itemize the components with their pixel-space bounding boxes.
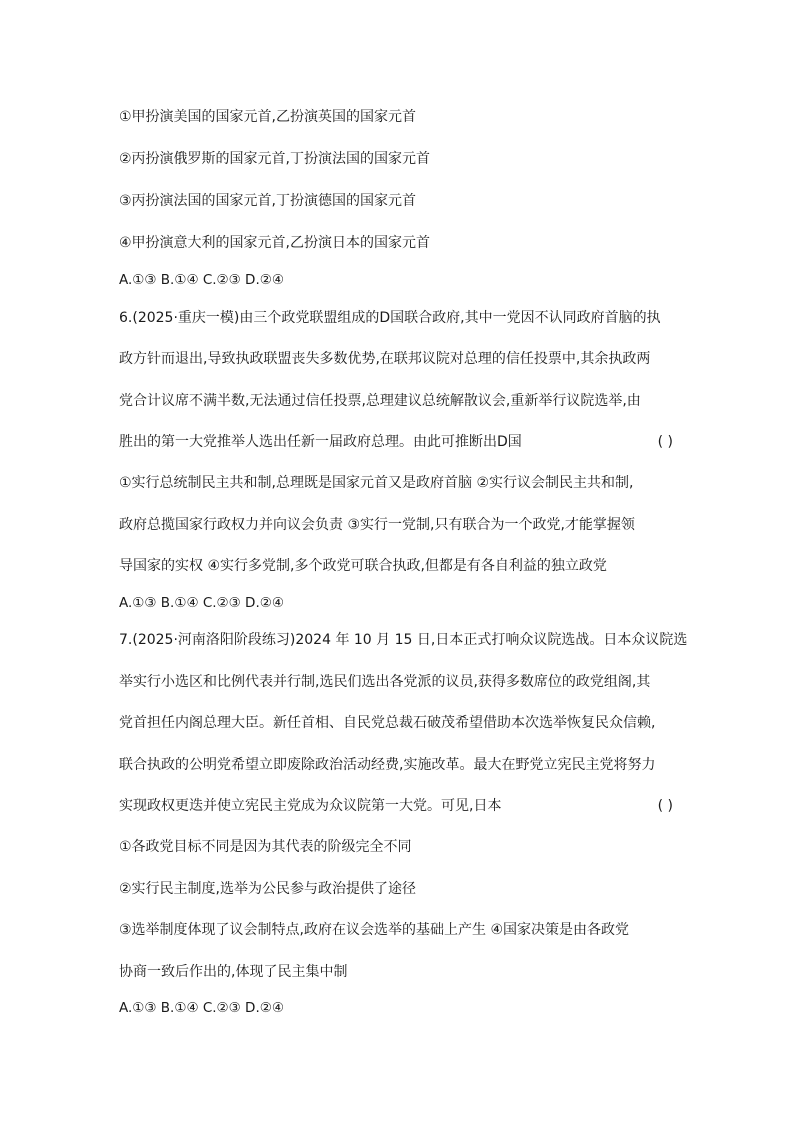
q7-options-line-4: 协商一致后作出的,体现了民主集中制	[119, 964, 348, 980]
q6-stem-line-1: 6.(2025·重庆一模)由三个政党联盟组成的D国联合政府,其中一党因不认同政府首脑的执	[119, 310, 661, 326]
q6-answer-blank: ( )	[657, 434, 673, 450]
q6-options-line-2: 政府总揽国家行政权力并向议会负责 ③实行一党制,只有联合为一个政党,才能掌握领	[119, 517, 635, 533]
q6-stem-text: 胜出的第一大党推举人选出任新一届政府总理。由此可推断出D国	[119, 434, 522, 450]
q6-answer-choices: A.①③ B.①④ C.②③ D.②④	[119, 595, 284, 611]
q6-stem-line-2: 政方针而退出,导致执政联盟丧失多数优势,在联邦议院对总理的信任投票中,其余执政两	[119, 351, 651, 367]
q7-answer-choices: A.①③ B.①④ C.②③ D.②④	[119, 1000, 284, 1016]
q7-option-2: ②实行民主制度,选举为公民参与政治提供了途径	[119, 881, 416, 897]
q7-options-line-3: ③选举制度体现了议会制特点,政府在议会选举的基础上产生 ④国家决策是由各政党	[119, 922, 629, 938]
q5-option-1: ①甲扮演美国的国家元首,乙扮演英国的国家元首	[119, 109, 416, 125]
q6-stem-line-4	[119, 433, 675, 451]
q5-option-4: ④甲扮演意大利的国家元首,乙扮演日本的国家元首	[119, 235, 430, 251]
q7-stem-line-5	[119, 797, 675, 815]
q7-answer-blank: ( )	[657, 798, 673, 814]
q5-option-3: ③丙扮演法国的国家元首,丁扮演德国的国家元首	[119, 193, 416, 209]
q7-option-1: ①各政党目标不同是因为其代表的阶级完全不同	[119, 839, 412, 855]
q6-options-line-3: 导国家的实权 ④实行多党制,多个政党可联合执政,但都是有各自利益的独立政党	[119, 558, 607, 574]
q6-stem-line-3: 党合计议席不满半数,无法通过信任投票,总理建议总统解散议会,重新举行议院选举,由	[119, 393, 641, 409]
q7-stem-line-3: 党首担任内阁总理大臣。新任首相、自民党总裁石破茂希望借助本次选举恢复民众信赖,	[119, 715, 656, 731]
q7-stem-text: 实现政权更迭并使立宪民主党成为众议院第一大党。可见,日本	[119, 798, 502, 814]
q7-stem-line-4: 联合执政的公明党希望立即废除政治活动经费,实施改革。最大在野党立宪民主党将努力	[119, 757, 656, 773]
q6-options-line-1: ①实行总统制民主共和制,总理既是国家元首又是政府首脑 ②实行议会制民主共和制,	[119, 475, 634, 491]
q7-stem-line-2: 举实行小选区和比例代表并行制,选民们选出各党派的议员,获得多数席位的政党组阁,其	[119, 674, 651, 690]
q7-stem-line-1: 7.(2025·河南洛阳阶段练习)2024 年 10 月 15 日,日本正式打响众议院选战。日本众议院选	[119, 632, 688, 648]
q5-answer-choices: A.①③ B.①④ C.②③ D.②④	[119, 272, 284, 288]
q5-option-2: ②丙扮演俄罗斯的国家元首,丁扮演法国的国家元首	[119, 151, 430, 167]
